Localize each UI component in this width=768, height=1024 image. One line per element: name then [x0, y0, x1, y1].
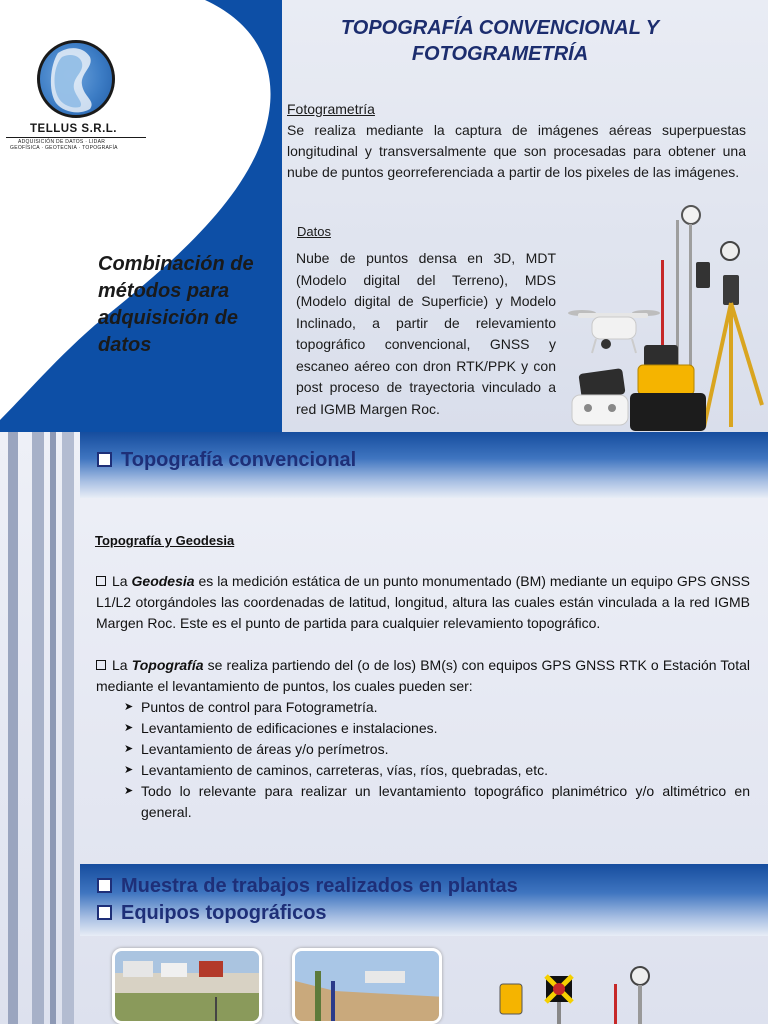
arrow-bullet-icon: ➤: [124, 722, 134, 734]
banner-label: Topografía convencional: [121, 449, 357, 471]
topografia-term: Topografía: [131, 657, 204, 673]
arrow-bullet-icon: ➤: [124, 701, 134, 713]
list-item: ➤ Todo lo relevante para realizar un levantamiento topográfico planimétrico y/o altimétrico en general.: [124, 783, 750, 820]
checkbox-icon: [97, 878, 112, 893]
plant-work-photo-2: [292, 948, 442, 1024]
banner-title-topografia: [97, 449, 356, 472]
company-tagline-2: GEOFÍSICA · GEOTECNIA · TOPOGRAFÍA: [10, 145, 118, 151]
company-tagline-1: ADQUISICIÓN DE DATOS · LIDAR: [18, 139, 106, 145]
page-title: TOPOGRAFÍA CONVENCIONAL Y FOTOGRAMETRÍA: [340, 17, 660, 65]
survey-equipment-image: [558, 205, 768, 432]
survey-types-list: [124, 697, 750, 823]
datos-text: Nube de puntos densa en 3D, MDT (Modelo digital del Terreno), MDS (Modelo digital de Superficie) y Modelo Inclinado, a partir de relevamiento topográfico convencional, GNSS y escaneo aéreo con dron RTK/PPK y con post proceso de trayectoria vinculado a red IGMB Margen Roc.: [296, 250, 556, 417]
survey-instruments-image: [494, 966, 694, 1024]
company-name: TELLUS S.R.L.: [30, 123, 117, 135]
topografia-geodesia-heading: Topografía y Geodesia: [95, 533, 235, 548]
geodesia-prefix: La: [112, 573, 132, 589]
banner-muestra-equipos: [80, 864, 768, 936]
geodesia-text: es la medición estática de un punto monumentado (BM) mediante un equipo GPS GNSS L1/L2 otorgándoles las coordenadas de latitud, longitud, altura las cuales están vinculada a la red IGMB Margen Roc. Este es el punto de partida para cualquier relevamiento topográfico.: [96, 573, 750, 631]
checkbox-icon: [96, 660, 106, 670]
topografia-paragraph: [96, 655, 750, 697]
geodesia-paragraph: [96, 571, 750, 634]
fotogrametria-heading: Fotogrametría: [287, 101, 375, 117]
banner-title-muestra: [97, 875, 518, 898]
banner-title-equipos: [97, 902, 327, 925]
remote-controller-icon: [572, 368, 628, 425]
topografia-text: se realiza partiendo del (o de los) BM(s) con equipos GPS GNSS RTK o Estación Total mediante el levantamiento de puntos, los cuales pueden ser:: [96, 657, 750, 694]
arrow-bullet-icon: ➤: [124, 764, 134, 776]
list-item: ➤ Levantamiento de caminos, carreteras, vías, ríos, quebradas, etc.: [124, 760, 750, 781]
list-item: ➤ Levantamiento de áreas y/o perímetros.: [124, 739, 750, 760]
top-section: [0, 0, 768, 432]
banner-label: Muestra de trabajos realizados en plantas: [121, 875, 518, 897]
arrow-bullet-icon: ➤: [124, 785, 134, 797]
list-item: ➤ Puntos de control para Fotogrametría.: [124, 697, 750, 718]
globe-logo-icon: [37, 40, 115, 118]
combination-heading: Combinación de métodos para adquisición de datos: [98, 253, 254, 356]
checkbox-icon: [97, 905, 112, 920]
topografia-prefix: La: [112, 657, 132, 673]
arrow-bullet-icon: ➤: [124, 743, 134, 755]
plant-work-photo-1: [112, 948, 262, 1024]
logo-divider: [6, 137, 146, 138]
checkbox-icon: [97, 452, 112, 467]
list-item: ➤ Levantamiento de edificaciones e instalaciones.: [124, 718, 750, 739]
checkbox-icon: [96, 576, 106, 586]
banner-topografia-convencional: [80, 432, 768, 498]
datos-heading: Datos: [297, 224, 331, 239]
content-section: [0, 432, 768, 1024]
left-stripes: [0, 432, 80, 1024]
fotogrametria-text: Se realiza mediante la captura de imágenes aéreas superpuestas longitudinal y transversalmente que son procesadas para obtener una nube de puntos georreferenciada a partir de los pixeles de las imágenes.: [287, 122, 746, 180]
brand-panel: [0, 0, 282, 432]
geodesia-term: Geodesia: [131, 573, 195, 589]
banner-label: Equipos topográficos: [121, 902, 327, 924]
